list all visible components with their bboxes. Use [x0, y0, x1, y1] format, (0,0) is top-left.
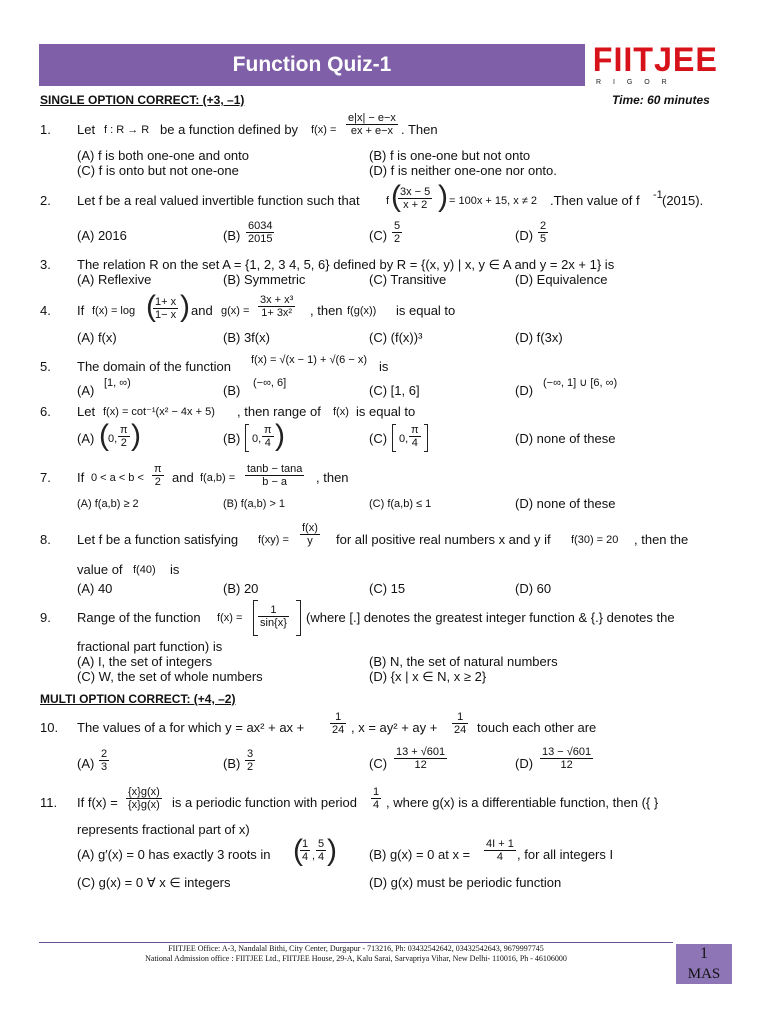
question-text: If	[77, 470, 85, 485]
option-d: (D) Equivalence	[515, 272, 608, 287]
option-b-fraction	[246, 220, 274, 245]
numerator: 3x − 5	[400, 186, 431, 198]
option-a-label: (A)	[77, 756, 95, 771]
question-number: 1.	[40, 122, 51, 137]
option-d: (D) none of these	[515, 431, 616, 446]
right-paren: )	[275, 419, 285, 452]
denominator: 2	[120, 437, 127, 449]
option-d-label: (D)	[515, 756, 534, 771]
option-c: (C) 15	[369, 581, 406, 596]
right-bracket	[296, 600, 301, 636]
question-text: value of	[77, 562, 123, 577]
option-d: (D) f(3x)	[515, 330, 563, 345]
math-expression: f(x) =	[217, 612, 243, 624]
option-b: (B) f(a,b) > 1	[223, 498, 286, 510]
denominator: 24	[454, 724, 467, 736]
page-code: MAS	[687, 966, 721, 982]
right-paren: )	[438, 180, 448, 213]
option-d: (D) {x | x ∈ N, x ≥ 2}	[369, 669, 487, 684]
question-text: Let	[77, 122, 96, 137]
option-a: (A) f(a,b) ≥ 2	[77, 498, 139, 510]
left-bracket	[245, 424, 249, 452]
footer-office-address: FIITJEE Office: A-3, Nandalal Bithi, City Center, Durgapur - 713216, Ph: 03432542642, 03432542643, 9679997745	[168, 944, 544, 953]
option-a-value: [1, ∞)	[104, 377, 131, 389]
option-d-label: (D)	[515, 383, 534, 398]
option-b: (B) N, the set of natural numbers	[369, 654, 558, 669]
fraction	[258, 604, 289, 629]
logo-tagline: R I G O R	[596, 79, 672, 86]
math-expression: f(g(x))	[347, 305, 377, 317]
denominator: sin{x}	[260, 617, 287, 629]
fraction	[371, 786, 381, 811]
option-b-fraction	[245, 748, 255, 773]
denominator: y	[307, 535, 313, 547]
interval-start: 0,	[399, 433, 409, 445]
question-text: , where g(x) is a differentiable function, then ({ }	[386, 795, 659, 810]
question-text: represents fractional part of x)	[77, 822, 250, 837]
fraction	[398, 186, 432, 211]
math-expression: f(x)	[333, 406, 349, 418]
denominator: x + 2	[403, 199, 428, 211]
section-multi-option: MULTI OPTION CORRECT: (+4, –2)	[40, 692, 236, 706]
question-number: 2.	[40, 193, 51, 208]
question-number: 6.	[40, 404, 51, 419]
fraction	[300, 522, 320, 547]
section-single-option: SINGLE OPTION CORRECT: (+3, –1)	[40, 93, 245, 107]
question-number: 9.	[40, 610, 51, 625]
option-d-label: (D)	[515, 228, 534, 243]
question-number: 7.	[40, 470, 51, 485]
question-text: (2015).	[662, 193, 704, 208]
left-paren: (	[146, 290, 156, 323]
fraction	[245, 463, 304, 488]
numerator: {x}g(x)	[128, 786, 160, 798]
option-a-label: (A)	[77, 383, 95, 398]
math-expression: f(xy) =	[258, 534, 289, 546]
denominator: 2	[154, 476, 161, 488]
option-b: (B) g(x) = 0 at x =	[369, 847, 471, 862]
option-a: (A) g′(x) = 0 has exactly 3 roots in	[77, 847, 271, 862]
numerator: 13 − √601	[542, 746, 592, 758]
option-c-label: (C)	[369, 228, 388, 243]
question-text: , then	[316, 470, 349, 485]
math-expression: f	[386, 195, 390, 207]
question-number: 4.	[40, 303, 51, 318]
fraction	[262, 424, 274, 449]
numerator: 3x + x³	[260, 294, 294, 306]
numerator: π	[120, 424, 128, 436]
numerator: 6034	[248, 220, 273, 232]
option-b-value: (−∞, 6]	[253, 377, 287, 389]
fraction	[118, 424, 130, 449]
question-text: is	[379, 359, 389, 374]
math-expression: f(40)	[133, 564, 156, 576]
option-d: (D) g(x) must be periodic function	[369, 875, 562, 890]
question-text: is	[170, 562, 180, 577]
question-number: 10.	[40, 720, 59, 735]
interval-start: 0,	[108, 433, 118, 445]
option-c-fraction	[392, 220, 402, 245]
fraction	[452, 711, 468, 736]
question-text: Let f be a real valued invertible function such that	[77, 193, 360, 208]
question-text: is a periodic function with period	[172, 795, 357, 810]
option-c-label: (C)	[369, 431, 388, 446]
question-text: The relation R on the set A = {1, 2, 3 4, 5, 6} defined by R = {(x, y) | x, y ∈ A and y = 2x + 1} is	[77, 257, 615, 272]
denominator: 4	[302, 851, 309, 863]
option-d: (D) none of these	[515, 496, 616, 511]
option-b: (B) f is one-one but not onto	[369, 148, 531, 163]
question-text: for all positive real numbers x and y if	[336, 532, 551, 547]
option-c-fraction	[394, 746, 447, 771]
left-paren: (	[293, 834, 303, 867]
option-c: (C) g(x) = 0 ∀ x ∈ integers	[77, 875, 231, 890]
logo-wordmark: FIITJEE	[592, 41, 718, 79]
math-expression: f(x) =	[311, 124, 337, 136]
denominator: 1+ 3x²	[261, 307, 293, 319]
numerator: 3	[247, 748, 254, 760]
fraction	[346, 112, 398, 137]
right-paren: )	[131, 419, 141, 452]
option-a: (A) 40	[77, 581, 113, 596]
numerator: tanb − tana	[247, 463, 303, 475]
denominator: 5	[540, 233, 547, 245]
denominator: b − a	[262, 476, 288, 488]
option-d: (D) 60	[515, 581, 552, 596]
option-b-label: (B)	[223, 228, 241, 243]
option-d-fraction	[538, 220, 548, 245]
superscript: -1	[653, 189, 663, 201]
option-a: (A) I, the set of integers	[77, 654, 213, 669]
right-paren: )	[180, 290, 190, 323]
denominator: 1− x	[155, 309, 177, 321]
denominator: ex + e−x	[350, 125, 394, 137]
fiitjee-logo	[586, 42, 732, 92]
question-text: . Then	[401, 122, 438, 137]
option-d-value: (−∞, 1] ∪ [6, ∞)	[543, 377, 618, 389]
math-expression: g(x) =	[221, 305, 250, 317]
option-a-fraction	[99, 748, 109, 773]
option-c: (C) (f(x))³	[369, 330, 423, 345]
denominator: 12	[560, 759, 573, 771]
option-c: (C) Transitive	[369, 272, 447, 287]
math-expression: = 100x + 15, x ≠ 2	[449, 195, 537, 207]
fraction	[126, 786, 162, 811]
option-a: (A) Reflexive	[77, 272, 152, 287]
option-b: (B) 20	[223, 581, 259, 596]
option-b: (B) Symmetric	[223, 272, 306, 287]
numerator: π	[154, 463, 162, 475]
denominator: 24	[332, 724, 345, 736]
right-paren: )	[327, 834, 337, 867]
question-text: is equal to	[356, 404, 416, 419]
option-b: (B) 3f(x)	[223, 330, 270, 345]
numerator: 1	[258, 604, 289, 617]
left-paren: (	[391, 180, 401, 213]
question-text: , then the	[634, 532, 689, 547]
denominator: 4	[373, 799, 380, 811]
math-expression: f(x) = cot⁻¹(x² − 4x + 5)	[103, 406, 215, 418]
numerator: 1	[373, 786, 380, 798]
math-expression: f(30) = 20	[571, 534, 619, 546]
question-text: , x = ay² + ay +	[351, 720, 438, 735]
option-c: (C) [1, 6]	[369, 383, 420, 398]
left-bracket	[392, 424, 396, 452]
option-a-label: (A)	[77, 431, 95, 446]
numerator: 13 + √601	[396, 746, 446, 758]
fraction	[316, 838, 326, 863]
denominator: 4	[496, 851, 503, 863]
question-text: If f(x) =	[77, 795, 118, 810]
question-text: and	[191, 303, 213, 318]
page-title: Function Quiz-1	[232, 53, 392, 76]
option-b-label: (B)	[223, 756, 241, 771]
math-expression: f(x) = log	[92, 305, 136, 317]
question-text: The domain of the function	[77, 359, 231, 374]
math-expression: f(a,b) =	[200, 472, 236, 484]
math-expression: f : R → R	[104, 124, 150, 136]
question-number: 5.	[40, 359, 51, 374]
interval-start: 0,	[252, 433, 262, 445]
denominator: 3	[101, 761, 108, 773]
question-text: .Then value of f	[550, 193, 640, 208]
question-text: and	[172, 470, 194, 485]
numerator: 2	[540, 220, 547, 232]
fraction	[300, 838, 310, 863]
numerator: 1	[452, 711, 468, 724]
page-number: 1	[700, 945, 708, 962]
fraction	[484, 838, 516, 863]
numerator: π	[264, 424, 272, 436]
question-text: The values of a for which y = ax² + ax +	[77, 720, 305, 735]
option-d: (D) f is neither one-one nor onto.	[369, 163, 557, 178]
time-limit: Time: 60 minutes	[612, 93, 710, 107]
comma: ,	[312, 850, 316, 862]
right-bracket	[424, 424, 428, 452]
question-number: 8.	[40, 532, 51, 547]
question-number: 11.	[40, 795, 58, 810]
denominator: {x}g(x)	[128, 799, 160, 811]
denominator: 4	[411, 437, 418, 449]
question-text: Let f be a function satisfying	[77, 532, 239, 547]
numerator: 1	[302, 838, 309, 850]
numerator: 4I + 1	[486, 838, 514, 850]
math-expression: f(x) = √(x − 1) + √(6 − x)	[251, 354, 367, 366]
option-c: (C) W, the set of whole numbers	[77, 669, 263, 684]
numerator: 1	[330, 711, 346, 724]
option-d-fraction	[540, 746, 593, 771]
math-expression: 0 < a < b <	[91, 472, 144, 484]
question-text: touch each other are	[477, 720, 597, 735]
question-text: Range of the function	[77, 610, 201, 625]
denominator: 2015	[248, 233, 273, 245]
question-text: is equal to	[396, 303, 456, 318]
question-text: fractional part function) is	[77, 639, 223, 654]
question-text: Let	[77, 404, 96, 419]
fraction	[152, 463, 164, 488]
question-text: be a function defined by	[160, 122, 299, 137]
question-text: (where [.] denotes the greatest integer function & {.} denotes the	[306, 610, 675, 625]
option-a: (A) f(x)	[77, 330, 117, 345]
denominator: 4	[264, 437, 271, 449]
question-text: If	[77, 303, 85, 318]
question-text: , then	[310, 303, 343, 318]
numerator: 2	[101, 748, 108, 760]
question-text: , then range of	[237, 404, 321, 419]
fraction	[153, 296, 178, 321]
footer-divider	[39, 942, 673, 943]
numerator: f(x)	[302, 522, 318, 534]
option-b-label: (B)	[223, 431, 241, 446]
question-text: , for all integers I	[517, 847, 614, 862]
denominator: 2	[394, 233, 401, 245]
fraction	[330, 711, 346, 736]
question-number: 3.	[40, 257, 51, 272]
numerator: π	[411, 424, 419, 436]
denominator: 4	[318, 851, 325, 863]
option-c-label: (C)	[369, 756, 388, 771]
numerator: 1+ x	[155, 296, 177, 308]
option-c: (C) f(a,b) ≤ 1	[369, 498, 432, 510]
option-a: (A) 2016	[77, 228, 127, 243]
option-b-label: (B)	[223, 383, 241, 398]
fraction	[409, 424, 421, 449]
numerator: 5	[318, 838, 325, 850]
option-c: (C) f is onto but not one-one	[77, 163, 239, 178]
left-paren: (	[99, 419, 109, 452]
numerator: 5	[394, 220, 401, 232]
fraction	[258, 294, 295, 319]
option-a: (A) f is both one-one and onto	[77, 148, 250, 163]
numerator: e|x| − e−x	[348, 112, 396, 124]
denominator: 12	[414, 759, 427, 771]
denominator: 2	[247, 761, 254, 773]
footer-admission-address: National Admission office : FIITJEE Ltd., FIITJEE House, 29-A, Kalu Sarai, Sarvapriya Vihar, New Delhi- 110016, Ph - 46106000	[145, 954, 567, 963]
